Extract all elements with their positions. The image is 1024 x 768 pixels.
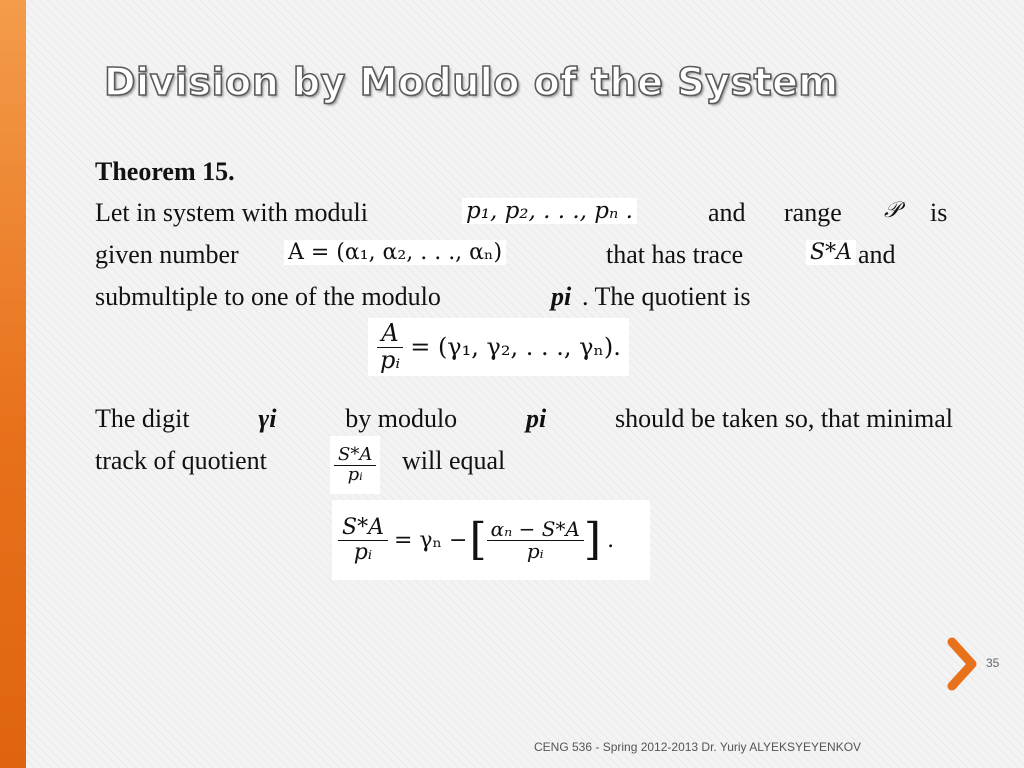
right-bracket-icon: ] — [583, 514, 602, 565]
line-4 — [95, 404, 953, 434]
page-number: 35 — [986, 656, 1000, 670]
line-1-text-and: and — [708, 198, 746, 227]
track-formula-inner-numerator: αₙ − S*A — [487, 519, 584, 541]
modulo-symbol: pi — [551, 282, 572, 311]
line-3-text-a: submultiple to one of the modulo — [95, 282, 441, 311]
left-bracket-icon: [ — [469, 514, 487, 565]
next-slide-chevron-icon[interactable] — [944, 636, 980, 692]
theorem-label: Theorem 15. — [95, 157, 235, 186]
number-expression: A = (α₁, α₂, . . ., αₙ) — [284, 240, 506, 265]
line-1-text-range: range — [784, 198, 842, 227]
track-formula-eq: = γₙ − — [393, 527, 468, 553]
track-fraction-inner — [334, 443, 376, 485]
line-2-text-b: that has trace — [606, 240, 744, 269]
line-4-text-a: The digit — [95, 404, 190, 433]
line-2-text-a: given number — [95, 240, 239, 269]
accent-bar — [0, 0, 26, 768]
quotient-fraction — [376, 321, 404, 372]
track-formula — [332, 500, 650, 580]
line-4-text-c: should be taken so, that minimal — [615, 404, 953, 433]
track-formula-lhs-denominator: pᵢ — [353, 539, 373, 565]
p-symbol: pi — [525, 404, 547, 433]
track-formula-inner — [487, 516, 584, 563]
range-symbol: 𝒫 — [884, 198, 900, 223]
line-5-text-b: will equal — [402, 446, 506, 475]
track-fraction-numerator: S*A — [334, 446, 376, 466]
line-4-text-b: by modulo — [345, 404, 458, 433]
line-2-text-and: and — [858, 240, 896, 269]
slide-footer: CENG 536 - Spring 2012-2013 Dr. Yuriy ALYEKSYEYENKOV — [534, 740, 862, 754]
track-formula-end: . — [607, 527, 615, 553]
quotient-numerator: A — [377, 321, 402, 347]
track-fraction-denominator: pᵢ — [347, 463, 363, 485]
line-1-text-a: Let in system with moduli — [95, 198, 368, 227]
track-fraction — [330, 436, 380, 494]
track-formula-lhs — [338, 516, 388, 563]
trace-symbol: S*A — [806, 240, 856, 265]
quotient-formula — [368, 318, 629, 376]
quotient-denominator: pᵢ — [380, 345, 401, 374]
slide-title: Division by Modulo of the System — [104, 60, 839, 104]
quotient-rhs: = (γ₁, γ₂, . . ., γₙ). — [410, 333, 621, 361]
line-1-text-is: is — [930, 198, 948, 227]
line-3-text-b: . The quotient is — [582, 282, 751, 311]
line-5-text-a: track of quotient — [95, 446, 267, 475]
track-formula-inner-denominator: pᵢ — [526, 538, 544, 563]
gamma-symbol: γi — [258, 404, 277, 433]
track-formula-lhs-numerator: S*A — [338, 516, 388, 540]
moduli-expression: p₁, p₂, . . ., pₙ . — [462, 198, 637, 224]
